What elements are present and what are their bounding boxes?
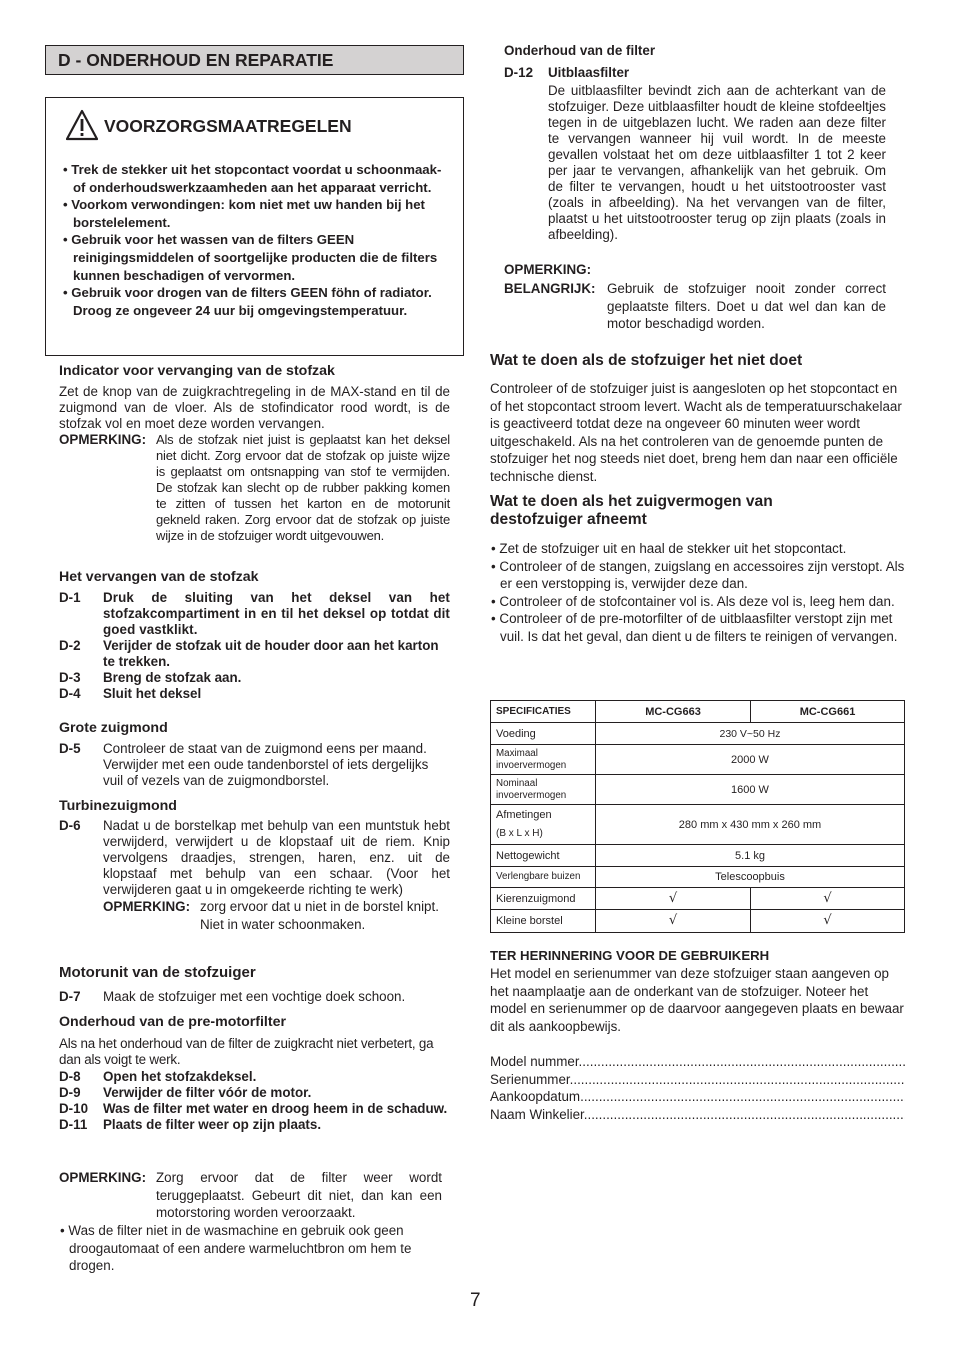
step-number: D-8 <box>59 1069 81 1084</box>
step-text: Was de filter met water en droog heem in de schaduw. <box>103 1101 448 1116</box>
table-cell: 1600 W <box>596 775 905 805</box>
step-text: Controleer de staat van de zuigmond eens per maand. Verwijder met een oude tandenborstel of iets dergelijks vuil of vezels van de zuigmondborstel. <box>103 741 429 788</box>
step-text: Verijder de stofzak uit de houder door aan het karton te trekken. <box>103 638 439 669</box>
bullet-item: • Controleer of de pre-motorfilter of de uitblaasfilter verstopt zijn met vuil. Is dat het geval, dan dient u de filters te reinigen of vervangen. <box>490 610 905 645</box>
step-text: Nadat u de borstelkap met behulp van een muntstuk hebt verwijderd, verwijdert u de klopstaaf uit de riem. Knip vervolgens draadjes, strengen, haren, enz. uit de klopstaaf met behulp van een schaar. (Voor het verwijderen gaat u in omgekeerde richting te werk) <box>103 818 450 897</box>
note-text: Zorg ervoor dat de filter weer wordt teruggeplaatst. Gebeurt dit niet, dan kan een motorstoring worden veroorzaakt. <box>156 1170 442 1220</box>
pre-motor-steps <box>59 1069 450 1133</box>
table-row <box>491 723 905 745</box>
table-header-row <box>491 701 905 723</box>
bullet-item: • Controleer of de stofcontainer vol is. Als deze vol is, leeg hem dan. <box>490 593 905 611</box>
table-row <box>491 805 905 845</box>
field-label: Naam Winkelier. <box>490 1106 588 1122</box>
store-name-field[interactable] <box>490 1106 905 1124</box>
table-cell: Kleine borstel <box>491 910 596 933</box>
note-label: OPMERKING: <box>59 432 147 447</box>
field-label: Model nummer. <box>490 1054 583 1069</box>
motor-unit-heading: Motorunit van de stofzuiger <box>59 964 256 981</box>
table-cell: Nominaal invoervermogen <box>491 775 596 805</box>
note-line: zorg ervoor dat u niet in de borstel knipt. <box>200 899 439 914</box>
suction-drop-heading: Wat te doen als het zuigvermogen van destofzuiger afneemt <box>490 493 773 528</box>
table-header-cell: MC-CG663 <box>596 701 751 723</box>
dotted-line <box>573 1071 905 1089</box>
table-cell: 280 mm x 430 mm x 260 mm <box>596 805 905 845</box>
turbo-note <box>103 899 450 933</box>
step-row <box>59 989 450 1005</box>
model-number-field[interactable] <box>490 1053 905 1071</box>
table-cell: Nettogewicht <box>491 845 596 867</box>
reminder-text: Het model en serienummer van deze stofzuiger staan aangeven op het naamplaatje aan de onderkant van de stofzuiger. Noteer het model en serienummer op de daarvoor aangegeven plaats en bewaar dit als aankoopbewijs. <box>490 966 904 1034</box>
precautions-box <box>45 97 464 356</box>
filter-maintenance-text: De uitblaasfilter bevindt zich aan de achterkant van de stofzuiger. Deze uitblaasfilter houdt de kleine stofdeeltjes tegen in de uitgeblazen lucht. We raden aan deze filter te vervangen wanneer hij vuil wordt. In de meeste gevallen volstaat het om deze uitblaasfilter 1 tot 2 keer per jaar te vervangen, afhankelijk van het gebruik. Om de filter te vervangen, houdt u het uitstootrooster vast (zoals in afbeelding). Na het vervangen van de filter, plaatst u het uitstootrooster terug op zijn plaats (zoals in afbeelding). <box>548 83 886 242</box>
step-row <box>59 741 450 789</box>
checkmark-icon: √ <box>751 910 905 933</box>
filter-note-label: OPMERKING: <box>504 262 592 277</box>
replace-bag-steps <box>59 590 450 702</box>
important-label: BELANGRIJK: <box>504 281 596 296</box>
table-cell: Maximaal invoervermogen <box>491 745 596 775</box>
table-row <box>491 745 905 775</box>
section-header: D - ONDERHOUD EN REPARATIE <box>45 45 464 75</box>
step-row <box>59 818 450 898</box>
table-row <box>491 910 905 933</box>
table-cell: Verlengbare buizen <box>491 867 596 888</box>
purchase-date-field[interactable] <box>490 1088 905 1106</box>
pre-motor-bullets <box>59 1222 444 1275</box>
precautions-title: VOORZORGSMAATREGELEN <box>104 116 352 136</box>
step-number: D-7 <box>59 989 81 1004</box>
table-cell: Kierenzuigmond <box>491 888 596 910</box>
table-cell <box>491 805 596 845</box>
turbo-nozzle-heading: Turbinezuigmond <box>59 798 177 814</box>
step-number: D-6 <box>59 818 81 833</box>
pre-motor-note <box>59 1169 442 1222</box>
step-text: Maak de stofzuiger met een vochtige doek schoon. <box>103 989 406 1004</box>
suction-drop-bullets <box>490 540 905 645</box>
step-number: D-11 <box>59 1117 88 1132</box>
step-number: D-2 <box>59 638 81 653</box>
serial-number-field[interactable] <box>490 1071 905 1089</box>
page-number: 7 <box>470 1290 481 1311</box>
dotted-line <box>587 1106 905 1124</box>
bullet-item: • Controleer of de stangen, zuigslang en accessoires zijn verstopt. Als er een verstopping is, verwijder deze dan. <box>490 558 905 593</box>
step-number: D-5 <box>59 741 81 756</box>
not-working-heading: Wat te doen als de stofzuiger het niet doet <box>490 352 803 369</box>
table-row <box>491 867 905 888</box>
table-cell: 230 V~50 Hz <box>596 723 905 745</box>
step-row <box>59 590 450 638</box>
checkmark-icon: √ <box>596 888 751 910</box>
note-text: Als de stofzak niet juist is geplaatst kan het deksel niet dicht. Zorg ervoor dat de stofzak op juiste wijze is geplaatst om ontsnapping van stof te vermijden. De stofzak kan slecht op de rubber pakking komen te zitten of tussen het karton en de motorunit gekneld raken. Zorg ervoor dat de stofzak op juiste wijze in de stofzuiger wordt uitgevouwen. <box>156 432 450 543</box>
precaution-item: • Voorkom verwondingen: kom niet met uw handen bij het borstelelement. <box>60 196 449 231</box>
step-number: D-3 <box>59 670 81 685</box>
table-row <box>491 888 905 910</box>
field-label: Aankoopdatum. <box>490 1089 584 1104</box>
step-text: Verwijder de filter vóór de motor. <box>103 1085 312 1100</box>
indicator-text: Zet de knop van de zuigkrachtregeling in de MAX-stand en til de zuigmond van de vloer. Als de stofindicator rood wordt, is de stofzak vol en moet deze worden vervangen. <box>59 384 450 431</box>
record-fields <box>490 1053 905 1123</box>
indicator-heading: Indicator voor vervanging van de stofzak <box>59 363 335 379</box>
step-row <box>59 1085 450 1101</box>
table-row <box>491 845 905 867</box>
table-header-cell: SPECIFICATIES <box>491 701 596 723</box>
specifications-table <box>490 700 905 933</box>
table-cell: 5.1 kg <box>596 845 905 867</box>
table-header-cell: MC-CG661 <box>751 701 905 723</box>
step-text: Druk de sluiting van het deksel van het stofzakcompartiment in en til het deksel op totdat dit goed vastklikt. <box>103 590 450 637</box>
step-number: D-12 <box>504 65 534 80</box>
step-number: D-10 <box>59 1101 89 1116</box>
table-cell: 2000 W <box>596 745 905 775</box>
note-text <box>200 899 450 933</box>
step-title: Uitblaasfilter <box>548 65 630 80</box>
step-row <box>59 1117 450 1133</box>
step-row <box>59 670 450 686</box>
step-text: Breng de stofzak aan. <box>103 670 242 685</box>
not-working-text: Controleer of de stofzuiger juist is aangesloten op het stopcontact en of het stopcontact stroom levert. Wacht als de temperatuurschakelaar is geactiveerd totdat deze na ongeveer 60 minuten weer wordt uitgeschakeld. Als na het controleren van de genoemde punten de stofzuiger het nog steeds niet doet, breng hem dan naar een officiële technische dienst. <box>490 381 902 484</box>
dims-sub: (B x L x H) <box>496 828 543 839</box>
dims-label: Afmetingen <box>496 809 552 821</box>
precautions-list <box>60 161 449 319</box>
step-row <box>504 65 886 81</box>
note-label: OPMERKING: <box>59 1170 147 1185</box>
precautions-title-row <box>66 106 449 146</box>
checkmark-icon: √ <box>751 888 905 910</box>
bullet-item: • Was de filter niet in de wasmachine en gebruik ook geen droogautomaat of een andere warmeluchtbron om hem te drogen. <box>59 1222 444 1275</box>
step-row <box>59 1069 450 1085</box>
step-text: Open het stofzakdeksel. <box>103 1069 257 1084</box>
step-number: D-9 <box>59 1085 81 1100</box>
pre-motor-heading: Onderhoud van de pre-motorfilter <box>59 1014 287 1030</box>
warning-triangle-icon <box>66 109 98 143</box>
step-row <box>59 686 450 702</box>
step-number: D-1 <box>59 590 81 605</box>
table-row <box>491 775 905 805</box>
filter-maintenance-heading: Onderhoud van de filter <box>504 43 656 58</box>
large-nozzle-heading: Grote zuigmond <box>59 720 168 736</box>
reminder-heading: TER HERINNERING VOOR DE GEBRUIKERH <box>490 948 770 963</box>
bullet-item: • Zet de stofzuiger uit en haal de stekker uit het stopcontact. <box>490 540 905 558</box>
note-label: OPMERKING: <box>103 899 191 914</box>
dotted-line <box>582 1053 905 1071</box>
checkmark-icon: √ <box>596 910 751 933</box>
step-row <box>59 638 450 670</box>
field-label: Serienummer. <box>490 1071 574 1087</box>
indicator-note <box>59 432 450 544</box>
dotted-line <box>584 1088 905 1106</box>
pre-motor-intro: Als na het onderhoud van de filter de zuigkracht niet verbetert, ga dan als voigt te werk. <box>59 1036 434 1067</box>
table-cell: Telescoopbuis <box>596 867 905 888</box>
important-text: Gebruik de stofzuiger nooit zonder correct geplaatste filters. Doet u dat wel dan kan de motor beschadigd worden. <box>607 281 886 331</box>
step-text: Plaats de filter weer op zijn plaats. <box>103 1117 322 1132</box>
step-row <box>59 1101 450 1117</box>
filter-important-note <box>504 280 886 333</box>
note-line: Niet in water schoonmaken. <box>200 917 366 932</box>
precaution-item: • Trek de stekker uit het stopcontact voordat u schoonmaak- of onderhoudswerkzaamheden aan het apparaat verricht. <box>60 161 449 196</box>
step-text: Sluit het deksel <box>103 686 202 701</box>
precaution-item: • Gebruik voor drogen van de filters GEEN föhn of radiator. Droog ze ongeveer 24 uur bij omgevingstemperatuur. <box>60 284 449 319</box>
replace-bag-heading: Het vervangen van de stofzak <box>59 569 259 585</box>
precaution-item: • Gebruik voor het wassen van de filters GEEN reinigingsmiddelen of soortgelijke producten die de filters kunnen beschadigen of vervormen. <box>60 231 449 284</box>
table-cell: Voeding <box>491 723 596 745</box>
step-number: D-4 <box>59 686 81 701</box>
